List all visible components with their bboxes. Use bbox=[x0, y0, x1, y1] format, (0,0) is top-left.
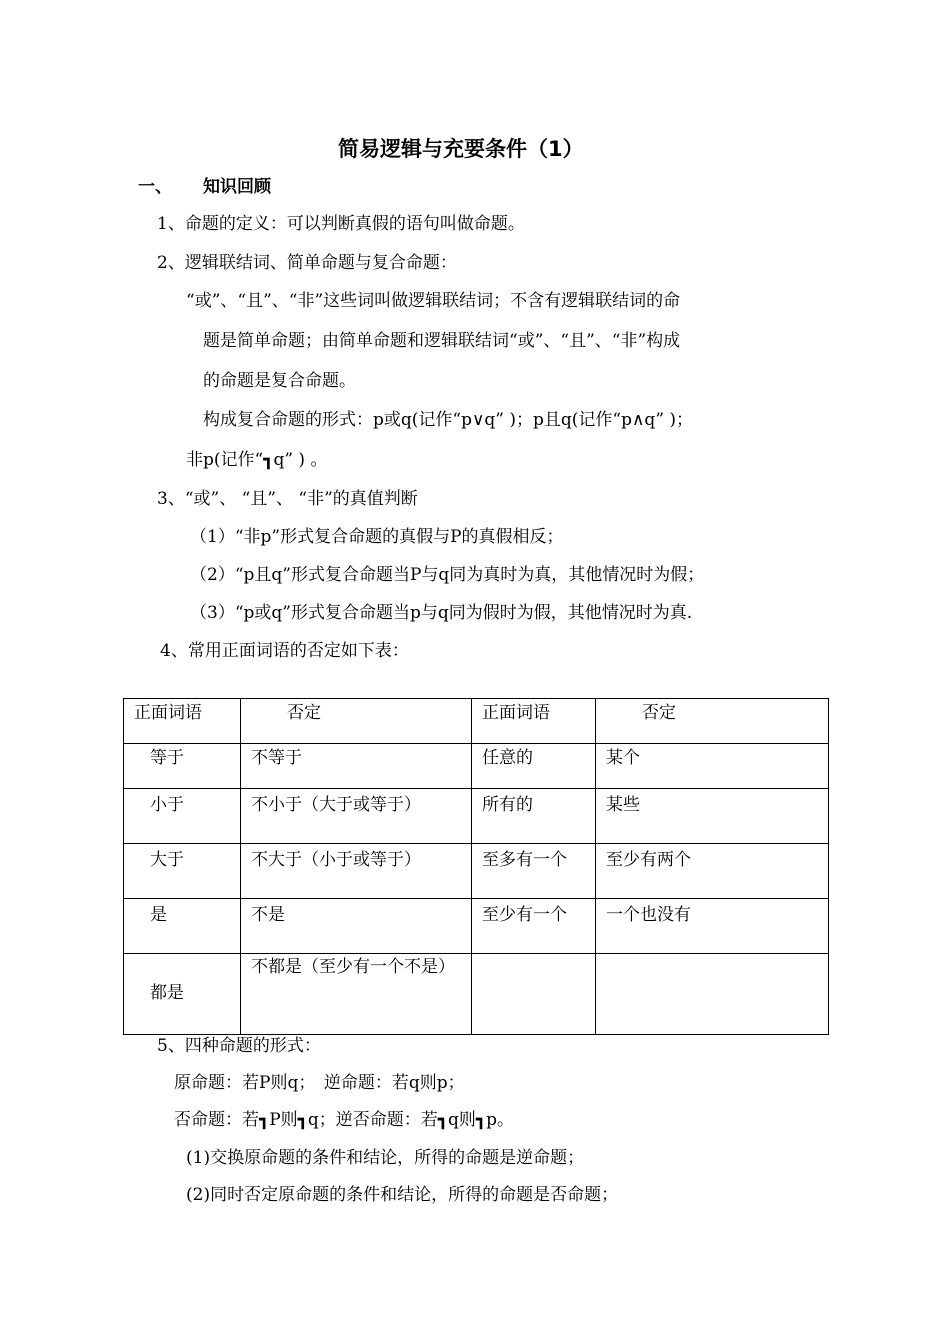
section-heading-number: 一、 bbox=[138, 177, 172, 197]
table-row bbox=[124, 744, 829, 789]
proposition-rule-item: (2)同时否定原命题的条件和结论，所得的命题是否命题； bbox=[186, 1185, 619, 1205]
table-cell bbox=[596, 954, 829, 1035]
table-cell: 都是 bbox=[124, 954, 241, 1035]
table-header-cell: 正面词语 bbox=[124, 699, 241, 744]
proposition-rule-item: (1)交换原命题的条件和结论，所得的命题是逆命题； bbox=[186, 1148, 585, 1168]
paragraph-5: 5、四种命题的形式： bbox=[157, 1036, 321, 1056]
table-cell: 某个 bbox=[596, 744, 829, 789]
table-cell: 不大于（小于或等于） bbox=[241, 844, 472, 899]
table-cell-text: 不都是（至少有一个不是） bbox=[251, 957, 455, 977]
paragraph-2-body-line: 构成复合命题的形式：p或q(记作“p∨q” )；p且q(记作“p∧q” )； bbox=[203, 410, 694, 430]
table-cell: 某些 bbox=[596, 789, 829, 844]
truth-rule-item: （3）“p或q”形式复合命题当p与q同为假时为假，其他情况时为真. bbox=[190, 603, 693, 623]
proposition-forms-line: 否命题：若┓P则┓q；逆否命题：若┓q则┓p。 bbox=[174, 1110, 515, 1130]
table-cell: 至少有两个 bbox=[596, 844, 829, 899]
table-cell: 至少有一个 bbox=[472, 899, 596, 954]
table-cell: 不小于（大于或等于） bbox=[241, 789, 472, 844]
paragraph-2-body-line: 非p(记作“┓q” ) 。 bbox=[186, 450, 328, 470]
table-row bbox=[124, 954, 829, 1035]
paragraph-1: 1、命题的定义：可以判断真假的语句叫做命题。 bbox=[157, 214, 525, 234]
table-row bbox=[124, 844, 829, 899]
table-cell: 至多有一个 bbox=[472, 844, 596, 899]
table-cell: 大于 bbox=[124, 844, 241, 899]
page-title: 简易逻辑与充要条件（1） bbox=[338, 137, 584, 161]
truth-rule-item: （2）“p且q”形式复合命题当P与q同为真时为真，其他情况时为假； bbox=[190, 565, 705, 585]
paragraph-2-body-line: “或”、“且”、“非”这些词叫做逻辑联结词；不含有逻辑联结词的命 bbox=[186, 291, 681, 311]
table-cell: 任意的 bbox=[472, 744, 596, 789]
truth-rule-item: （1）“非p”形式复合命题的真假与P的真假相反； bbox=[190, 527, 564, 547]
table-header-cell: 否定 bbox=[241, 699, 472, 744]
negation-table bbox=[123, 698, 829, 1035]
paragraph-3: 3、“或”、 “且”、 “非”的真值判断 bbox=[157, 489, 418, 509]
table-header-cell: 否定 bbox=[596, 699, 829, 744]
section-heading-label: 知识回顾 bbox=[203, 177, 271, 197]
table-cell: 是 bbox=[124, 899, 241, 954]
table-cell: 一个也没有 bbox=[596, 899, 829, 954]
table-header-row bbox=[124, 699, 829, 744]
paragraph-4: 4、常用正面词语的否定如下表： bbox=[160, 641, 409, 661]
table-cell: 不等于 bbox=[241, 744, 472, 789]
proposition-forms-line: 原命题：若P则q； 逆命题：若q则p； bbox=[174, 1073, 465, 1093]
paragraph-2: 2、逻辑联结词、简单命题与复合命题： bbox=[157, 253, 457, 273]
table-cell: 所有的 bbox=[472, 789, 596, 844]
table-cell: 小于 bbox=[124, 789, 241, 844]
table-cell: 等于 bbox=[124, 744, 241, 789]
table-row bbox=[124, 899, 829, 954]
table-cell bbox=[241, 954, 472, 1035]
table-row bbox=[124, 789, 829, 844]
table-cell: 不是 bbox=[241, 899, 472, 954]
paragraph-2-body-line: 的命题是复合命题。 bbox=[203, 371, 356, 391]
table-header-cell: 正面词语 bbox=[472, 699, 596, 744]
paragraph-2-body-line: 题是简单命题；由简单命题和逻辑联结词“或”、“且”、“非”构成 bbox=[203, 331, 681, 351]
table-cell bbox=[472, 954, 596, 1035]
